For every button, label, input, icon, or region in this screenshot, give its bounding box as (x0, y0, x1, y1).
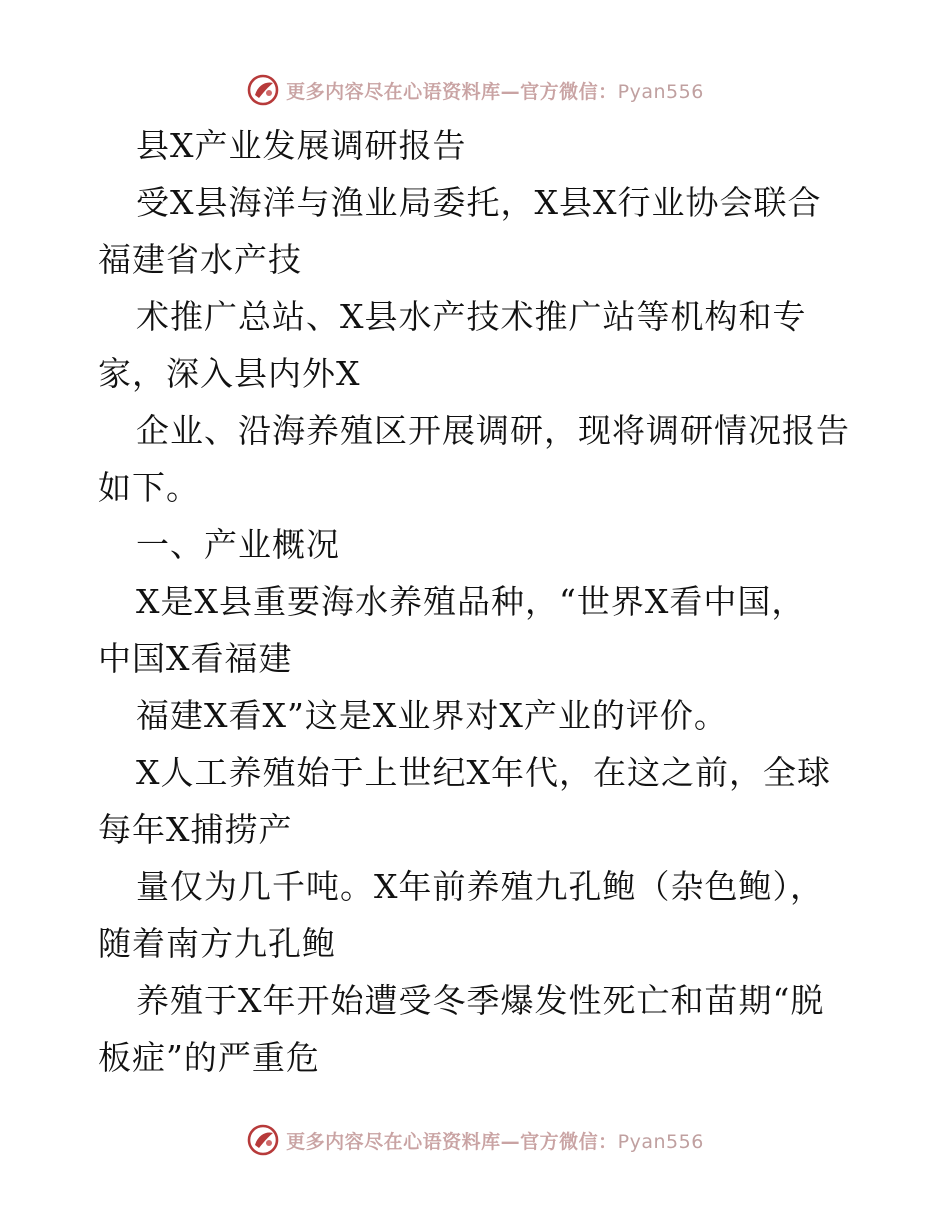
text-line: 量仅为几千吨。X年前养殖九孔鲍（杂色鲍）， (136, 867, 824, 906)
brand-logo-icon (246, 1123, 280, 1157)
text-line: 福建省水产技 (98, 240, 302, 279)
text-line: 福建X看X”这是X业界对X产业的评价。 (136, 696, 728, 735)
document-body (98, 117, 868, 1086)
watermark-label: 更多内容尽在心语资料库—官方微信： (286, 1130, 618, 1153)
text-line: X人工养殖始于上世纪X年代，在这之前，全球 (136, 753, 831, 792)
brand-logo-icon (246, 73, 280, 107)
watermark-text (286, 1127, 704, 1154)
text-line: 一、产业概况 (136, 525, 340, 564)
watermark-text (286, 77, 704, 104)
text-line: 企业、沿海养殖区开展调研，现将调研情况报告 (136, 411, 850, 450)
text-line: X是X县重要海水养殖品种，“世界X看中国， (136, 582, 806, 621)
text-line: 术推广总站、X县水产技术推广站等机构和专 (136, 297, 807, 336)
watermark-wechat-id: Pyan556 (617, 1130, 704, 1153)
watermark-wechat-id: Pyan556 (617, 80, 704, 103)
text-line: 中国X看福建 (98, 639, 293, 678)
watermark-header (0, 70, 950, 110)
text-line: 如下。 (98, 468, 200, 507)
text-line: 随着南方九孔鲍 (98, 924, 336, 963)
text-line: 每年X捕捞产 (98, 810, 293, 849)
text-line: 板症”的严重危 (98, 1038, 320, 1077)
text-line: 养殖于X年开始遭受冬季爆发性死亡和苗期“脱 (136, 981, 825, 1020)
text-line: 受X县海洋与渔业局委托，X县X行业协会联合 (136, 183, 822, 222)
text-line: 县X产业发展调研报告 (136, 126, 467, 165)
text-line: 家，深入县内外X (98, 354, 361, 393)
watermark-label: 更多内容尽在心语资料库—官方微信： (286, 80, 618, 103)
watermark-footer (0, 1120, 950, 1160)
